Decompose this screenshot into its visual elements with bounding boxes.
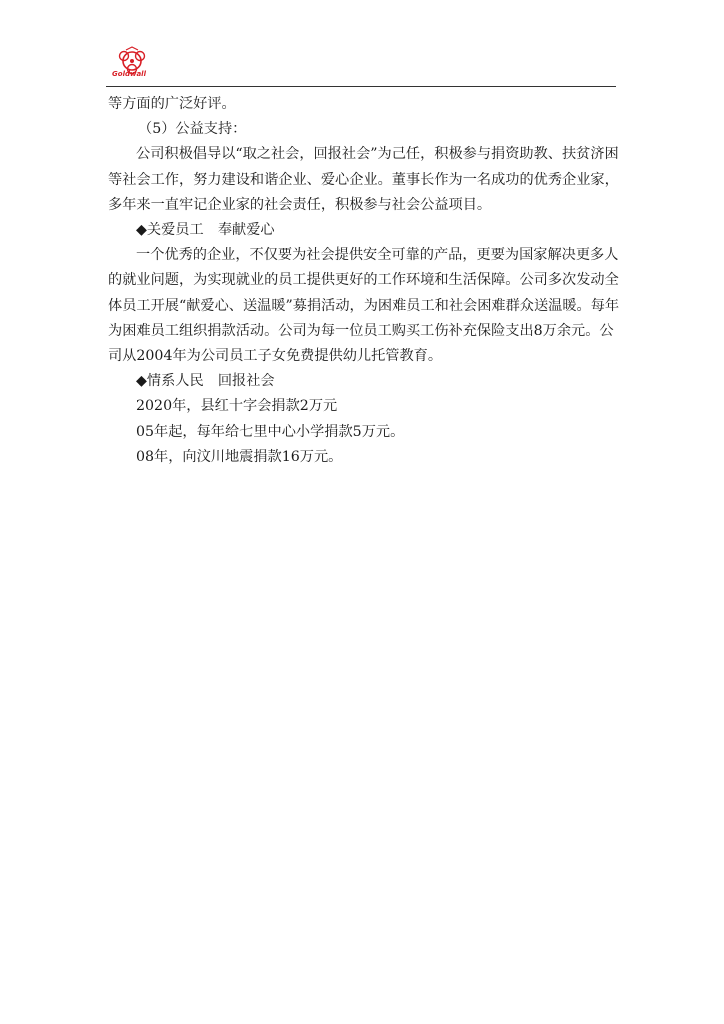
header-divider [106,86,616,87]
subheading-give-back: ◆情系人民 回报社会 [136,373,275,390]
page-header [106,38,616,88]
paragraph-public-welfare: 公司积极倡导以“取之社会，回报社会”为己任，积极参与捐资助教、扶贫济困等社会工作，努力建设和谐企业、爱心企业。董事长作为一名成功的优秀企业家，多年来一直牢记企业家的社会责任，积极参与社会公益项目。 [108,146,619,213]
donation-item: 05年起，每年给七里中心小学捐款5万元。 [136,423,405,440]
document-body [108,92,620,470]
donation-item: 08年，向汶川地震捐款16万元。 [136,448,343,465]
subheading-care-employees: ◆关爱员工 奉献爱心 [136,222,275,239]
section-heading-public-welfare: （5）公益支持： [138,121,247,138]
company-logo [112,46,152,84]
paragraph-care-employees: 一个优秀的企业，不仅要为社会提供安全可靠的产品，更要为国家解决更多人的就业问题，为实现就业的员工提供更好的工作环境和生活保障。公司多次发动全体员工开展“献爱心、送温暖”募捐活动，为困难员工和社会困难群众送温暖。每年为困难员工组织捐款活动。公司为每一位员工购买工伤补充保险支出8万余元。公司从2004年为公司员工子女免费提供幼儿托管教育。 [108,247,620,365]
logo-wordmark: Goldwall [112,70,146,78]
donation-item: 2020年，县红十字会捐款2万元 [136,398,338,415]
paragraph-continuation: 等方面的广泛好评。 [108,96,236,112]
